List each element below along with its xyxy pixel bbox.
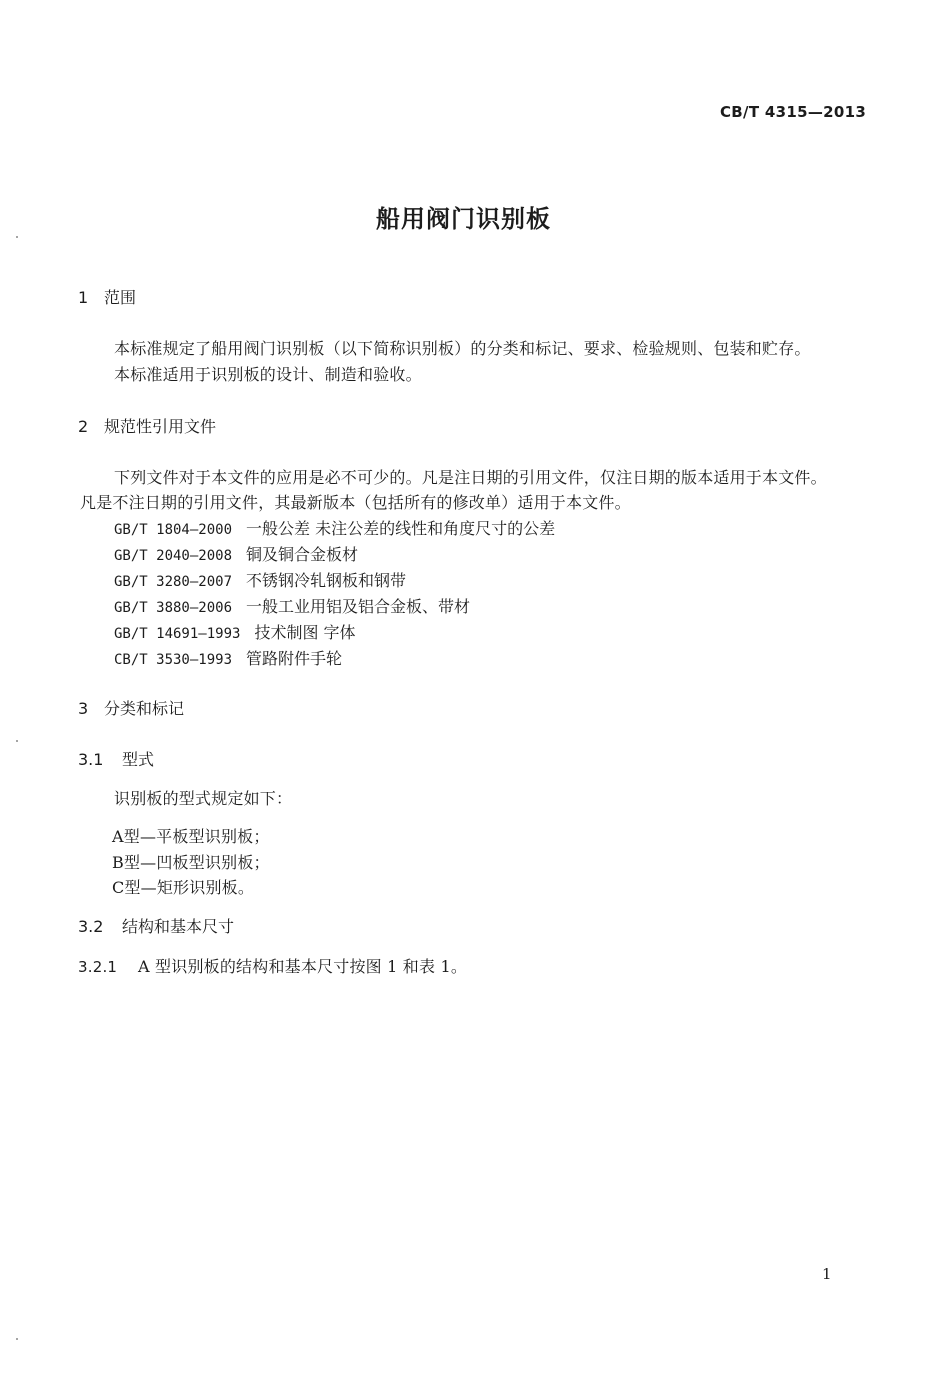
paragraph: 识别板的型式规定如下： bbox=[114, 789, 293, 808]
section-title: 规范性引用文件 bbox=[104, 417, 217, 436]
paragraph: 凡是不注日期的引用文件，其最新版本（包括所有的修改单）适用于本文件。 bbox=[80, 493, 631, 512]
reference-item bbox=[114, 542, 358, 565]
section-2-heading bbox=[78, 414, 216, 437]
clause-text: A 型识别板的结构和基本尺寸按图 1 和表 1。 bbox=[138, 957, 468, 976]
scan-speck bbox=[16, 236, 18, 238]
section-title: 分类和标记 bbox=[104, 699, 185, 718]
paragraph: 下列文件对于本文件的应用是必不可少的。凡是注日期的引用文件，仅注日期的版本适用于本文件。 bbox=[114, 468, 827, 487]
type-item: C型—矩形识别板。 bbox=[112, 878, 255, 897]
section-1-heading bbox=[78, 285, 136, 308]
document-code: CB/T 4315—2013 bbox=[720, 103, 867, 121]
subsection-title: 型式 bbox=[122, 750, 155, 769]
page-title: 船用阀门识别板 bbox=[376, 205, 551, 233]
reference-title: 一般工业用铝及铝合金板、带材 bbox=[246, 597, 471, 616]
paragraph: 本标准适用于识别板的设计、制造和验收。 bbox=[114, 365, 422, 384]
section-number: 1 bbox=[78, 288, 89, 307]
clause-number: 3.2.1 bbox=[78, 958, 118, 976]
reference-item bbox=[114, 646, 342, 669]
subsection-3-2-heading bbox=[78, 914, 234, 937]
section-title: 范围 bbox=[104, 288, 137, 307]
section-number: 2 bbox=[78, 417, 89, 436]
reference-item bbox=[114, 568, 406, 591]
reference-title: 铜及铜合金板材 bbox=[246, 545, 359, 564]
type-item: B型—凹板型识别板； bbox=[112, 853, 270, 872]
section-number: 3 bbox=[78, 699, 89, 718]
reference-item bbox=[114, 516, 555, 539]
subsection-title: 结构和基本尺寸 bbox=[122, 917, 235, 936]
reference-title: 技术制图 字体 bbox=[254, 623, 356, 642]
scan-speck bbox=[16, 1338, 18, 1340]
reference-code: GB/T 2040—2008 bbox=[114, 548, 233, 564]
reference-code: GB/T 14691—1993 bbox=[114, 626, 241, 642]
reference-title: 一般公差 未注公差的线性和角度尺寸的公差 bbox=[246, 519, 556, 538]
subsection-number: 3.2 bbox=[78, 917, 104, 936]
reference-code: GB/T 1804—2000 bbox=[114, 522, 233, 538]
scan-speck bbox=[16, 740, 18, 742]
reference-title: 不锈钢冷轧钢板和钢带 bbox=[246, 571, 407, 590]
reference-code: CB/T 3530—1993 bbox=[114, 652, 233, 668]
paragraph: 本标准规定了船用阀门识别板（以下简称识别板）的分类和标记、要求、检验规则、包装和贮存。 bbox=[114, 339, 811, 358]
reference-code: GB/T 3880—2006 bbox=[114, 600, 233, 616]
reference-code: GB/T 3280—2007 bbox=[114, 574, 233, 590]
clause bbox=[78, 954, 467, 977]
subsection-3-1-heading bbox=[78, 747, 154, 770]
subsection-number: 3.1 bbox=[78, 750, 104, 769]
type-item: A型—平板型识别板； bbox=[112, 827, 270, 846]
reference-title: 管路附件手轮 bbox=[246, 649, 343, 668]
page-number: 1 bbox=[822, 1265, 832, 1283]
section-3-heading bbox=[78, 696, 184, 719]
reference-item bbox=[114, 594, 470, 617]
reference-item bbox=[114, 620, 356, 643]
